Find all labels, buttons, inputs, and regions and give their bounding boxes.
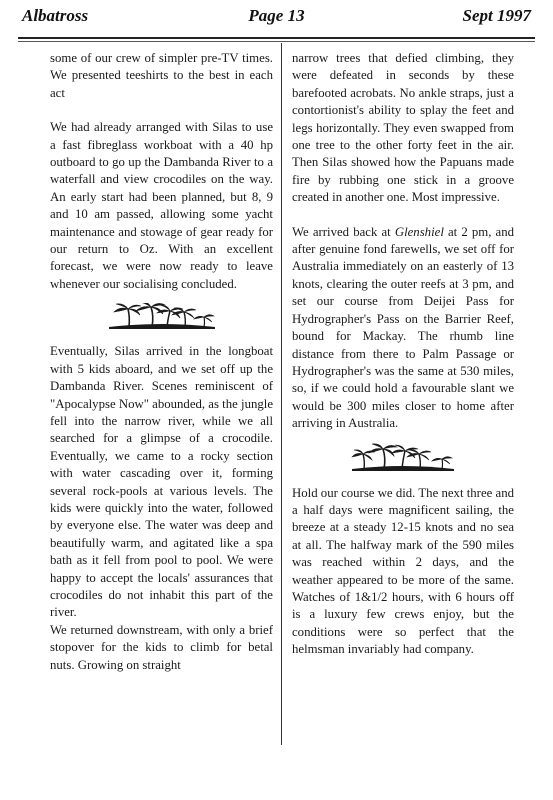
vessel-name: Glenshiel [394, 224, 444, 239]
left-column [50, 50, 273, 674]
palm-trees-icon [107, 303, 217, 331]
header-rule [18, 37, 535, 39]
paragraph: Hold our course we did. The next three and a half days were magnificent sailing, the breeze at a steady 12-15 knots and no sea at all. The halfway mark of the 590 miles was reached within 2 days, and the weather appeared to be more of the same. Watches of 1&1/2 hours, with 6 hours off is a luxury few crews enjoy, but the conditions were so perfect that the helmsman invariably had company. [292, 485, 514, 657]
paragraph: some of our crew of simpler pre-TV times. We presented teeshirts to the best in each act [50, 51, 273, 100]
publication-title: Albatross [22, 6, 89, 25]
issue-date: Sept 1997 [462, 6, 531, 25]
paragraph: We returned downstream, with only a brief stopover for the kids to climb for betal nuts. Growing on straight [50, 622, 273, 672]
paragraph [292, 224, 514, 433]
text-span: We arrived back at [292, 224, 395, 239]
right-column [292, 50, 514, 659]
header-rule-thin [18, 41, 535, 42]
paragraph: We had already arranged with Silas to use a fast fibreglass workboat with a 40 hp outboard to go up the Dambanda River to a waterfall and view crocodiles on the way. An early start had been planned, but 8, 9 and 10 am passed, allowing some yacht maintenance and stowage of gear ready for our return to Oz. With an excellent forecast, we were now ready to leave whenever our socialising concluded. [50, 120, 273, 291]
palm-trees-icon [350, 443, 456, 473]
page-header [18, 6, 535, 28]
column-divider [281, 43, 282, 745]
paragraph: Eventually, Silas arrived in the longboat with 5 kids aboard, and we set off up the Dambanda River. Scenes reminiscent of "Apocalypse Now" abounded, as the jungle fell into the narrow river, while we all searched for a glimpse of a crocodile. Eventually, we came to a rocky section with water cascading over it, forming several rock-pools at various levels. The kids were quickly into the water, followed by everyone else. The water was deep and beautifully warm, and agitated like a spa bath as it fell from pool to pool. We were happy to accept the locals' assurances that crocodiles do not inhabit this part of the river. [50, 344, 273, 620]
text-span: at 2 pm, and after genuine fond farewells, we set off for Australia immediately on an easterly of 13 knots, clearing the outer reefs at 3 pm, and set our course from Deijei Pass for Hydrographer's Pass on the Barrier Reef, bound for Mackay. The rhumb line distance from there to Palm Passage or Hydrographer's was the same at 530 miles, so, if we could hold a favourable slant we would be 300 miles closer to home after arriving in Australia. [292, 224, 514, 431]
page-number: Page 13 [248, 6, 305, 25]
paragraph: narrow trees that defied climbing, they were defeated in seconds by these barefooted acrobats. No ankle straps, just a contortionist's ability to splay the feet and legs horizontally. They even swapped from one tree to the other forty feet in the air. Then Silas showed how the Papuans made fire by rubbing one stick in a groove created in another one. Most impressive. [292, 51, 514, 205]
